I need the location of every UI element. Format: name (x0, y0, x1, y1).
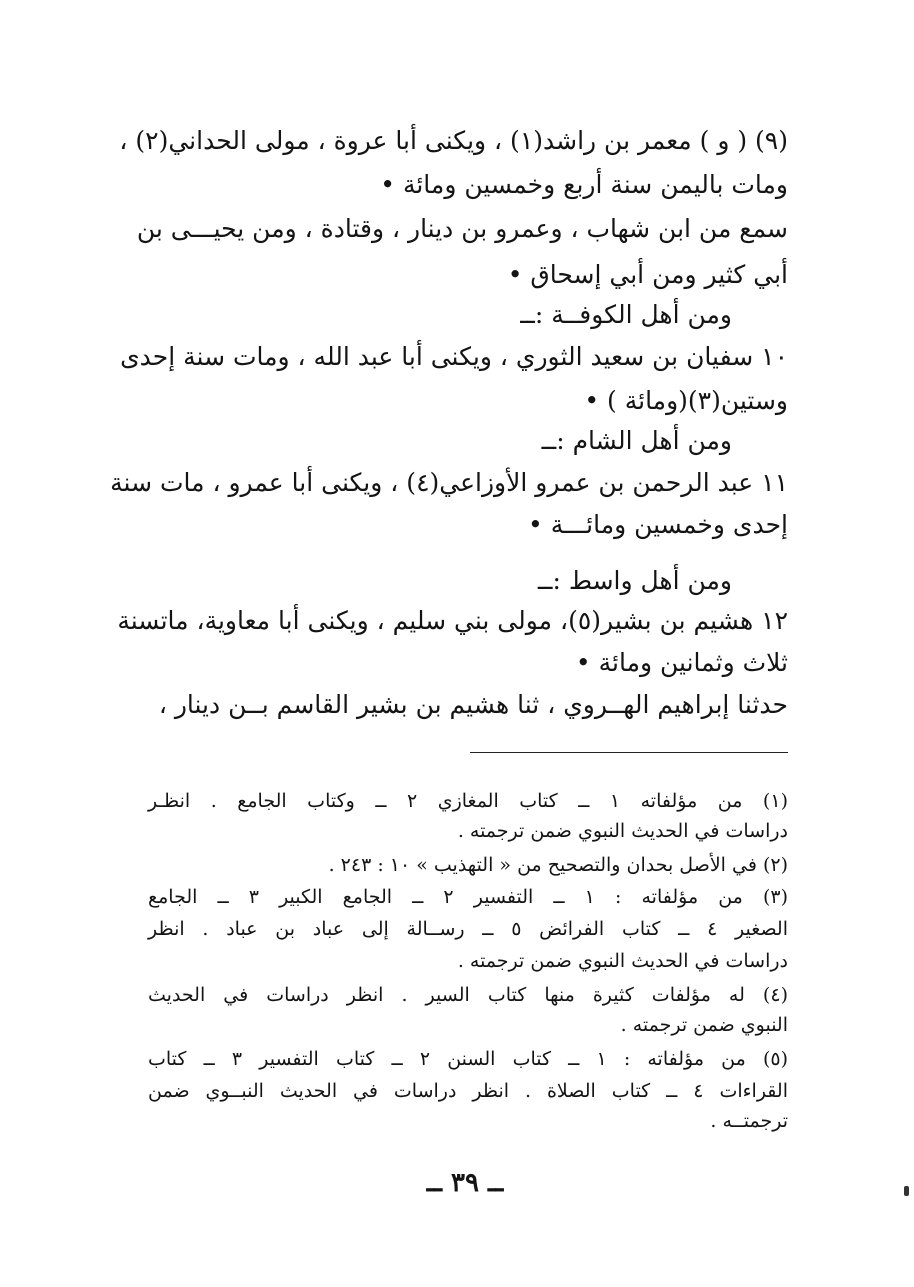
footnote-line: دراسات في الحديث النبوي ضمن ترجمته . (457, 950, 788, 972)
footnote-line: (٥) من مؤلفاته : ١ ــ كتاب السنن ٢ ــ كتاب التفسير ٣ ــ كتاب (148, 1048, 788, 1070)
page-number: ــ ٣٩ ــ (426, 1168, 504, 1198)
footnote-line: النبوي ضمن ترجمته . (620, 1014, 788, 1036)
main-text-line: ١٢ هشيم بن بشير(٥)، مولى بني سليم ، ويكنى أبا معاوية، ماتسنة (117, 606, 788, 635)
main-text-line: إحدى وخمسين ومائـــة • (528, 510, 788, 539)
main-text-line: (٩) ( و ) معمر بن راشد(١) ، ويكنى أبا عروة ، مولى الحداني(٢) ، (119, 126, 788, 155)
section-heading: ومن أهل الكوفــة :ــ (520, 300, 732, 329)
footnote-line: (١) من مؤلفاته ١ ــ كتاب المغازي ٢ ــ وكتاب الجامع . انظـر (148, 790, 788, 812)
main-text-line: ١١ عبد الرحمن بن عمرو الأوزاعي(٤) ، ويكنى أبا عمرو ، مات سنة (110, 468, 788, 497)
main-text-line: وستين(٣)(ومائة ) • (584, 386, 788, 415)
section-heading: ومن أهل الشام :ــ (541, 426, 732, 455)
scan-edge-mark (904, 1186, 909, 1196)
main-text-line: أبي كثير ومن أبي إسحاق • (507, 260, 788, 289)
main-text-line: ومات باليمن سنة أربع وخمسين ومائة • (380, 170, 788, 199)
footnote-line: (٣) من مؤلفاته : ١ ــ التفسير ٢ ــ الجامع الكبير ٣ ــ الجامع (148, 886, 789, 908)
main-text-line: ثلاث وثمانين ومائة • (575, 648, 788, 677)
section-heading: ومن أهل واسط :ــ (537, 566, 732, 595)
footnote-divider (470, 752, 788, 753)
footnote-line: دراسات في الحديث النبوي ضمن ترجمته . (457, 820, 788, 842)
footnote-line: الصغير ٤ ــ كتاب الفرائض ٥ ــ رســالة إلى عباد بن عباد . انظر (148, 918, 788, 940)
main-text-line: سمع من ابن شهاب ، وعمرو بن دينار ، وقتادة ، ومن يحيـــى بن (136, 214, 788, 243)
footnote-line: (٤) له مؤلفات كثيرة منها كتاب السير . انظر دراسات في الحديث (148, 984, 788, 1006)
footnote-line: القراءات ٤ ــ كتاب الصلاة . انظر دراسات في الحديث النبــوي ضمن (148, 1080, 788, 1102)
main-text-line: حدثنا إبراهيم الهــروي ، ثنا هشيم بن بشير القاسم بــن دينار ، (158, 690, 788, 719)
footnote-line: (٢) في الأصل بحدان والتصحيح من « التهذيب » ١٠ : ٢٤٣ . (328, 854, 788, 876)
footnote-line: ترجمتــه . (710, 1110, 788, 1132)
main-text-line: ١٠ سفيان بن سعيد الثوري ، ويكنى أبا عبد الله ، ومات سنة إحدى (120, 342, 788, 371)
